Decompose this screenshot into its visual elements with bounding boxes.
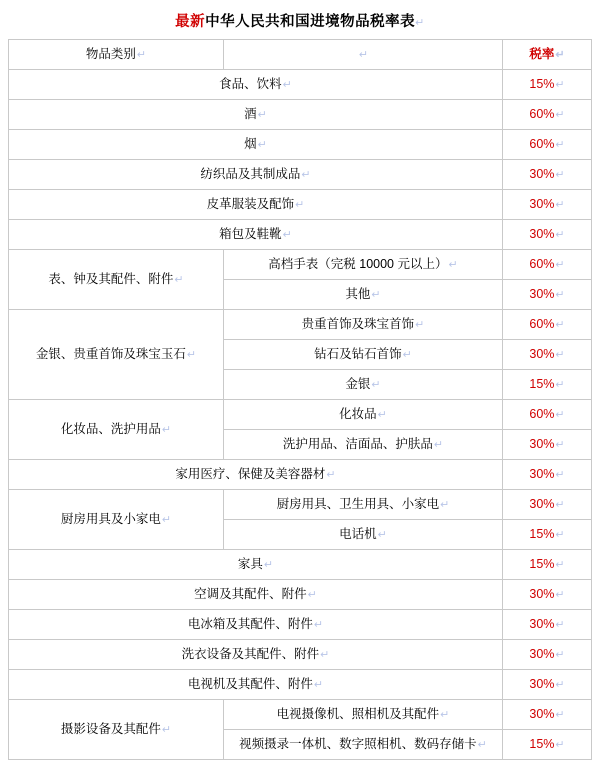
- cell-category: [9, 70, 503, 100]
- cell-category: [9, 640, 503, 670]
- cell-text: 厨房用具、卫生用具、小家电: [276, 496, 440, 511]
- paragraph-mark: ↵: [555, 48, 565, 61]
- cell-text: 家用医疗、保健及美容器材: [175, 466, 326, 481]
- cell-text: 厨房用具及小家电: [60, 511, 161, 526]
- cell-text: 30%: [529, 196, 555, 211]
- paragraph-mark: ↵: [555, 288, 565, 301]
- paragraph-mark: ↵: [555, 438, 565, 451]
- paragraph-mark: ↵: [186, 348, 197, 361]
- cell-text: 钻石及钻石首饰: [314, 346, 402, 361]
- table-row: [9, 100, 592, 130]
- cell-category: [9, 490, 224, 550]
- paragraph-mark: ↵: [555, 168, 565, 181]
- title-highlight: 最新: [175, 14, 206, 30]
- cell-text: 电视机及其配件、附件: [187, 676, 313, 691]
- cell-text: 税率: [529, 46, 555, 61]
- cell-category: [9, 670, 503, 700]
- cell-text: 30%: [529, 226, 555, 241]
- header-rate: [503, 40, 592, 70]
- cell-text: 金银、贵重首饰及珠宝玉石: [35, 346, 186, 361]
- header-category: [9, 40, 224, 70]
- cell-detail: [224, 400, 503, 430]
- cell-rate: [503, 220, 592, 250]
- cell-category: [9, 220, 503, 250]
- cell-text: 15%: [529, 376, 555, 391]
- paragraph-mark: ↵: [415, 318, 425, 331]
- cell-rate: [503, 520, 592, 550]
- cell-detail: [224, 430, 503, 460]
- paragraph-mark: ↵: [161, 423, 172, 436]
- cell-text: 30%: [529, 166, 555, 181]
- paragraph-mark: ↵: [358, 48, 369, 61]
- cell-category: [9, 100, 503, 130]
- paragraph-mark: ↵: [161, 513, 172, 526]
- cell-rate: [503, 640, 592, 670]
- cell-rate: [503, 400, 592, 430]
- table-row: [9, 460, 592, 490]
- paragraph-mark: ↵: [402, 348, 412, 361]
- cell-rate: [503, 280, 592, 310]
- cell-text: 食品、饮料: [219, 76, 282, 91]
- table-row: [9, 190, 592, 220]
- cell-text: 摄影设备及其配件: [60, 721, 161, 736]
- cell-rate: [503, 70, 592, 100]
- cell-detail: [224, 520, 503, 550]
- cell-category: [9, 250, 224, 310]
- paragraph-mark: ↵: [555, 138, 565, 151]
- paragraph-mark: ↵: [326, 468, 336, 481]
- cell-text: 30%: [529, 616, 555, 631]
- cell-rate: [503, 430, 592, 460]
- cell-text: 洗护用品、洁面品、护肤品: [282, 436, 433, 451]
- paragraph-mark: ↵: [174, 273, 184, 286]
- table-header-row: [9, 40, 592, 70]
- cell-rate: [503, 610, 592, 640]
- cell-rate: [503, 310, 592, 340]
- paragraph-mark: ↵: [257, 108, 267, 121]
- paragraph-mark: ↵: [555, 258, 565, 271]
- cell-text: 高档手表（完税 10000 元以上）: [268, 256, 448, 271]
- paragraph-mark: ↵: [477, 738, 487, 751]
- cell-rate: [503, 670, 592, 700]
- cell-detail: [224, 280, 503, 310]
- paragraph-mark: ↵: [555, 108, 565, 121]
- paragraph-mark: ↵: [433, 438, 444, 451]
- cell-text: 60%: [529, 256, 555, 271]
- cell-category: [9, 550, 503, 580]
- cell-text: 15%: [529, 76, 555, 91]
- paragraph-mark: ↵: [555, 618, 565, 631]
- paragraph-mark: ↵: [555, 708, 565, 721]
- paragraph-mark: ↵: [555, 228, 565, 241]
- cell-rate: [503, 580, 592, 610]
- cell-text: 15%: [529, 556, 555, 571]
- paragraph-mark: ↵: [555, 738, 565, 751]
- cell-text: 电冰箱及其配件、附件: [187, 616, 313, 631]
- pilcrow-mark: ↵: [415, 17, 425, 29]
- cell-text: 30%: [529, 706, 555, 721]
- cell-text: 纺织品及其制成品: [200, 166, 301, 181]
- paragraph-mark: ↵: [555, 468, 565, 481]
- cell-text: 烟: [244, 136, 257, 151]
- paragraph-mark: ↵: [377, 528, 387, 541]
- paragraph-mark: ↵: [282, 228, 292, 241]
- paragraph-mark: ↵: [440, 708, 450, 721]
- cell-text: 30%: [529, 646, 555, 661]
- cell-detail: [224, 370, 503, 400]
- tariff-table: [8, 39, 592, 760]
- cell-rate: [503, 490, 592, 520]
- paragraph-mark: ↵: [307, 588, 317, 601]
- cell-text: 物品类别: [85, 46, 136, 61]
- cell-text: 酒: [244, 106, 257, 121]
- cell-text: 化妆品: [339, 406, 377, 421]
- cell-category: [9, 580, 503, 610]
- cell-text: 15%: [529, 526, 555, 541]
- paragraph-mark: ↵: [136, 48, 147, 61]
- cell-rate: [503, 130, 592, 160]
- cell-text: 其他: [345, 286, 371, 301]
- cell-category: [9, 460, 503, 490]
- cell-rate: [503, 700, 592, 730]
- paragraph-mark: ↵: [555, 318, 565, 331]
- cell-rate: [503, 550, 592, 580]
- paragraph-mark: ↵: [555, 348, 565, 361]
- cell-rate: [503, 460, 592, 490]
- cell-category: [9, 610, 503, 640]
- table-row: [9, 550, 592, 580]
- cell-text: 30%: [529, 286, 555, 301]
- cell-category: [9, 130, 503, 160]
- cell-text: 电话机: [339, 526, 377, 541]
- cell-text: 电视摄像机、照相机及其配件: [276, 706, 440, 721]
- paragraph-mark: ↵: [313, 618, 324, 631]
- cell-text: 箱包及鞋靴: [219, 226, 282, 241]
- cell-rate: [503, 250, 592, 280]
- table-row: [9, 160, 592, 190]
- cell-rate: [503, 340, 592, 370]
- cell-text: 贵重首饰及珠宝首饰: [301, 316, 415, 331]
- paragraph-mark: ↵: [371, 378, 381, 391]
- cell-detail: [224, 310, 503, 340]
- cell-text: 化妆品、洗护用品: [60, 421, 161, 436]
- paragraph-mark: ↵: [555, 78, 565, 91]
- cell-text: 空调及其配件、附件: [194, 586, 307, 601]
- cell-text: 30%: [529, 586, 555, 601]
- cell-rate: [503, 370, 592, 400]
- table-row: [9, 610, 592, 640]
- paragraph-mark: ↵: [263, 558, 274, 571]
- cell-text: 表、钟及其配件、附件: [48, 271, 174, 286]
- cell-text: 皮革服装及配饰: [206, 196, 295, 211]
- cell-detail: [224, 490, 503, 520]
- cell-text: 60%: [529, 406, 555, 421]
- paragraph-mark: ↵: [377, 408, 387, 421]
- table-row: [9, 700, 592, 730]
- table-row: [9, 400, 592, 430]
- cell-category: [9, 700, 224, 760]
- paragraph-mark: ↵: [161, 723, 172, 736]
- page-title: [0, 0, 600, 39]
- table-row: [9, 310, 592, 340]
- table-row: [9, 70, 592, 100]
- paragraph-mark: ↵: [555, 528, 565, 541]
- cell-category: [9, 190, 503, 220]
- cell-text: 60%: [529, 316, 555, 331]
- cell-detail: [224, 250, 503, 280]
- cell-text: 15%: [529, 736, 555, 751]
- cell-text: 视频摄录一体机、数字照相机、数码存储卡: [239, 736, 477, 751]
- table-row: [9, 640, 592, 670]
- cell-text: 洗衣设备及其配件、附件: [181, 646, 320, 661]
- paragraph-mark: ↵: [257, 138, 267, 151]
- cell-category: [9, 310, 224, 400]
- paragraph-mark: ↵: [555, 198, 565, 211]
- cell-text: 60%: [529, 136, 555, 151]
- paragraph-mark: ↵: [282, 78, 292, 91]
- cell-text: 30%: [529, 346, 555, 361]
- table-row: [9, 490, 592, 520]
- cell-detail: [224, 700, 503, 730]
- paragraph-mark: ↵: [448, 258, 458, 271]
- cell-text: 30%: [529, 676, 555, 691]
- title-text: 中华人民共和国进境物品税率表: [205, 14, 416, 30]
- table-row: [9, 130, 592, 160]
- cell-category: [9, 400, 224, 460]
- cell-text: 金银: [345, 376, 371, 391]
- cell-detail: [224, 340, 503, 370]
- paragraph-mark: ↵: [555, 678, 565, 691]
- paragraph-mark: ↵: [555, 648, 565, 661]
- paragraph-mark: ↵: [295, 198, 305, 211]
- table-row: [9, 580, 592, 610]
- cell-rate: [503, 160, 592, 190]
- paragraph-mark: ↵: [555, 558, 565, 571]
- paragraph-mark: ↵: [555, 408, 565, 421]
- cell-rate: [503, 100, 592, 130]
- paragraph-mark: ↵: [371, 288, 381, 301]
- cell-rate: [503, 730, 592, 760]
- cell-detail: [224, 730, 503, 760]
- paragraph-mark: ↵: [301, 168, 311, 181]
- cell-text: 家具: [237, 556, 263, 571]
- paragraph-mark: ↵: [313, 678, 324, 691]
- cell-text: 60%: [529, 106, 555, 121]
- paragraph-mark: ↵: [555, 378, 565, 391]
- cell-text: 30%: [529, 496, 555, 511]
- header-detail: [224, 40, 503, 70]
- paragraph-mark: ↵: [320, 648, 330, 661]
- cell-rate: [503, 190, 592, 220]
- paragraph-mark: ↵: [555, 588, 565, 601]
- cell-text: 30%: [529, 466, 555, 481]
- cell-text: 30%: [529, 436, 555, 451]
- cell-category: [9, 160, 503, 190]
- table-row: [9, 250, 592, 280]
- paragraph-mark: ↵: [440, 498, 450, 511]
- table-row: [9, 670, 592, 700]
- paragraph-mark: ↵: [555, 498, 565, 511]
- table-row: [9, 220, 592, 250]
